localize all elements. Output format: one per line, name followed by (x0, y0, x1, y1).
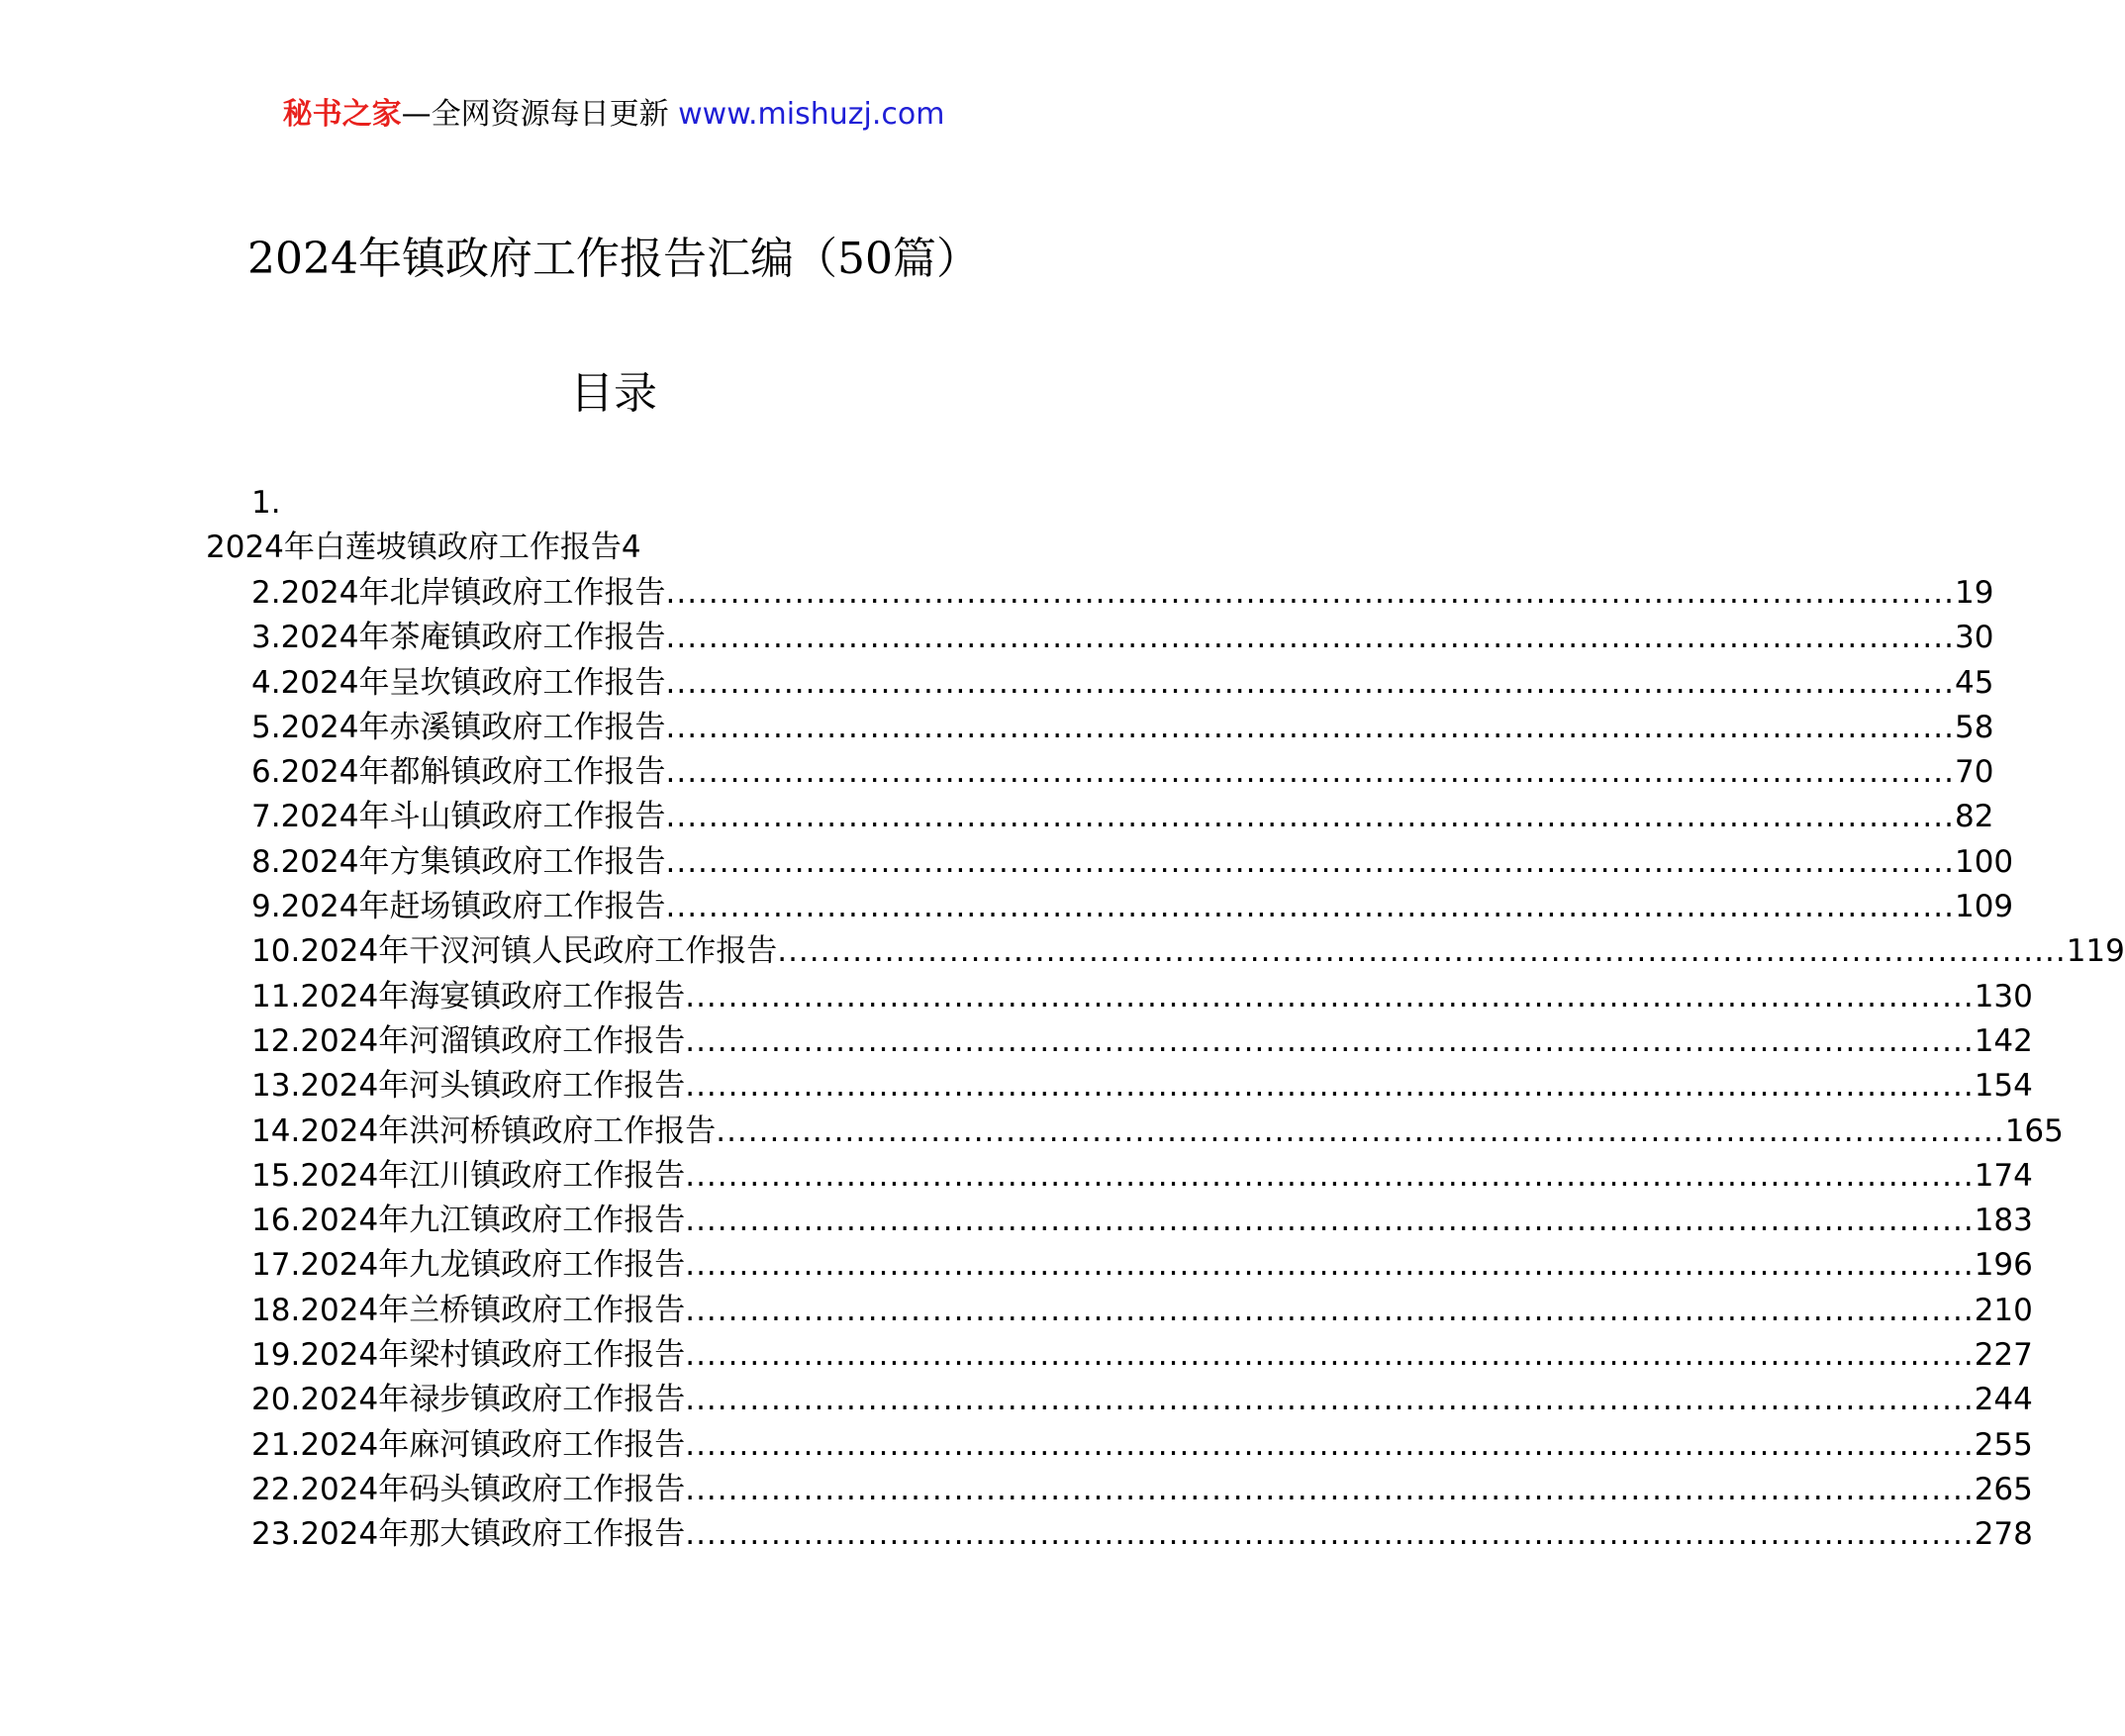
toc-entry-number: 20. (251, 1382, 301, 1418)
toc-dot-leader: ........................................................................................................................ (716, 1112, 2005, 1149)
document-title: 2024年镇政府工作报告汇编（50篇） (247, 234, 980, 284)
toc-dot-leader: ........................................................................................................................ (665, 754, 1955, 791)
toc-entry-title: 2024年茶庵镇政府工作报告 (280, 620, 666, 656)
toc-first-entry[interactable] (206, 528, 641, 567)
toc-entry-number: 5. (251, 709, 281, 745)
toc-entry[interactable] (251, 1468, 2033, 1512)
toc-entry[interactable] (251, 1019, 2033, 1064)
site-url-link[interactable]: www.mishuzj.com (678, 97, 945, 132)
toc-entry-page: 227 (1974, 1337, 2033, 1374)
toc-first-number: 1. (251, 485, 281, 521)
toc-entry-number: 17. (251, 1247, 301, 1284)
toc-entry-number: 16. (251, 1203, 301, 1239)
toc-entry-title: 2024年麻河镇政府工作报告 (300, 1426, 686, 1463)
toc-entry-number: 8. (251, 843, 281, 880)
toc-dot-leader: ........................................................................................................................ (665, 664, 1955, 701)
toc-entry-page: 244 (1974, 1382, 2033, 1418)
toc-entry-title: 2024年洪河桥镇政府工作报告 (300, 1112, 717, 1149)
toc-dot-leader: ........................................................................................................................ (685, 1471, 1975, 1507)
toc-dot-leader: ........................................................................................................................ (665, 709, 1955, 745)
toc-entry[interactable] (251, 571, 1994, 616)
toc-entry[interactable] (251, 975, 2033, 1019)
toc-entry-title: 2024年禄步镇政府工作报告 (300, 1382, 686, 1418)
toc-entry-page: 255 (1974, 1426, 2033, 1463)
toc-entry-page: 19 (1954, 575, 1994, 611)
toc-entry-page: 154 (1974, 1068, 2033, 1105)
toc-entry-title: 2024年干汊河镇人民政府工作报告 (300, 933, 778, 970)
toc-entry-title: 2024年海宴镇政府工作报告 (300, 978, 686, 1014)
table-of-contents (251, 571, 2125, 1558)
toc-entry[interactable] (251, 1109, 2064, 1154)
toc-entry-number: 11. (251, 978, 301, 1014)
toc-entry-title: 2024年呈坎镇政府工作报告 (280, 664, 666, 701)
toc-entry-number: 23. (251, 1516, 301, 1553)
toc-entry-number: 6. (251, 754, 281, 791)
toc-entry-title: 2024年赤溪镇政府工作报告 (280, 709, 666, 745)
toc-entry-page: 196 (1974, 1247, 2033, 1284)
toc-entry[interactable] (251, 661, 1994, 706)
site-slogan: —全网资源每日更新 (401, 97, 669, 132)
toc-entry-page: 210 (1974, 1292, 2033, 1328)
toc-entry-number: 22. (251, 1471, 301, 1507)
toc-entry-number: 12. (251, 1022, 301, 1059)
toc-entry[interactable] (251, 840, 2014, 885)
toc-entry-number: 21. (251, 1426, 301, 1463)
site-header (0, 95, 1227, 135)
toc-entry-page: 30 (1954, 620, 1994, 656)
toc-entry-page: 119 (2066, 933, 2125, 970)
toc-entry[interactable] (251, 1423, 2033, 1468)
toc-entry-title: 2024年那大镇政府工作报告 (300, 1516, 686, 1553)
toc-entry-number: 18. (251, 1292, 301, 1328)
toc-entry-number: 19. (251, 1337, 301, 1374)
toc-entry-number: 9. (251, 889, 281, 925)
toc-dot-leader: ........................................................................................................................ (685, 1022, 1975, 1059)
toc-entry-number: 14. (251, 1112, 301, 1149)
toc-entry-page: 278 (1974, 1516, 2033, 1553)
toc-dot-leader: ........................................................................................................................ (665, 843, 1955, 880)
toc-entry[interactable] (251, 1512, 2033, 1557)
toc-entry-number: 10. (251, 933, 301, 970)
toc-entry-page: 100 (1954, 843, 2014, 880)
toc-dot-leader: ........................................................................................................................ (685, 1337, 1975, 1374)
toc-dot-leader: ........................................................................................................................ (685, 1426, 1975, 1463)
toc-entry-number: 3. (251, 620, 281, 656)
toc-entry[interactable] (251, 885, 2014, 929)
toc-entry-page: 165 (2004, 1112, 2064, 1149)
toc-entry-page: 82 (1954, 799, 1994, 835)
brand-name: 秘书之家 (282, 97, 402, 132)
toc-entry[interactable] (251, 750, 1994, 795)
toc-dot-leader: ........................................................................................................................ (685, 1292, 1975, 1328)
toc-entry-page: 70 (1954, 754, 1994, 791)
toc-entry-page: 183 (1974, 1203, 2033, 1239)
toc-entry[interactable] (251, 1064, 2033, 1109)
toc-entry-page: 109 (1954, 889, 2014, 925)
toc-first-title: 2024年白莲坡镇政府工作报告 (206, 530, 622, 565)
toc-entry-page: 130 (1974, 978, 2033, 1014)
toc-entry[interactable] (251, 929, 2125, 974)
toc-dot-leader: ........................................................................................................................ (685, 978, 1975, 1014)
toc-dot-leader: ........................................................................................................................ (685, 1203, 1975, 1239)
toc-entry[interactable] (251, 1333, 2033, 1378)
toc-entry-title: 2024年码头镇政府工作报告 (300, 1471, 686, 1507)
toc-first-page: 4 (621, 530, 641, 565)
toc-entry-title: 2024年九江镇政府工作报告 (300, 1203, 686, 1239)
toc-entry[interactable] (251, 706, 1994, 750)
toc-entry-number: 7. (251, 799, 281, 835)
toc-dot-leader: ........................................................................................................................ (665, 889, 1955, 925)
toc-dot-leader: ........................................................................................................................ (665, 620, 1955, 656)
toc-dot-leader: ........................................................................................................................ (777, 933, 2067, 970)
toc-entry-title: 2024年北岸镇政府工作报告 (280, 575, 666, 611)
toc-entry[interactable] (251, 1243, 2033, 1288)
toc-entry[interactable] (251, 1199, 2033, 1243)
toc-entry-title: 2024年九龙镇政府工作报告 (300, 1247, 686, 1284)
toc-entry-page: 265 (1974, 1471, 2033, 1507)
toc-entry-title: 2024年都斛镇政府工作报告 (280, 754, 666, 791)
toc-entry[interactable] (251, 1154, 2033, 1199)
toc-entry-title: 2024年兰桥镇政府工作报告 (300, 1292, 686, 1328)
toc-entry-title: 2024年河溜镇政府工作报告 (300, 1022, 686, 1059)
toc-entry-number: 4. (251, 664, 281, 701)
toc-entry-title: 2024年斗山镇政府工作报告 (280, 799, 666, 835)
toc-entry[interactable] (251, 1378, 2033, 1422)
toc-dot-leader: ........................................................................................................................ (685, 1382, 1975, 1418)
toc-entry-number: 13. (251, 1068, 301, 1105)
toc-entry[interactable] (251, 795, 1994, 839)
toc-dot-leader: ........................................................................................................................ (685, 1516, 1975, 1553)
toc-heading: 目录 (570, 368, 657, 419)
toc-entry-title: 2024年赶场镇政府工作报告 (280, 889, 666, 925)
toc-entry-title: 2024年河头镇政府工作报告 (300, 1068, 686, 1105)
toc-entry-page: 174 (1974, 1157, 2033, 1194)
toc-entry-title: 2024年江川镇政府工作报告 (300, 1157, 686, 1194)
toc-entry-number: 15. (251, 1157, 301, 1194)
toc-dot-leader: ........................................................................................................................ (685, 1157, 1975, 1194)
toc-entry-page: 58 (1954, 709, 1994, 745)
toc-entry-number: 2. (251, 575, 281, 611)
toc-entry-title: 2024年梁村镇政府工作报告 (300, 1337, 686, 1374)
toc-dot-leader: ........................................................................................................................ (685, 1247, 1975, 1284)
toc-dot-leader: ........................................................................................................................ (665, 799, 1955, 835)
toc-entry[interactable] (251, 616, 1994, 660)
toc-entry-title: 2024年方集镇政府工作报告 (280, 843, 666, 880)
toc-entry-page: 45 (1954, 664, 1994, 701)
toc-dot-leader: ........................................................................................................................ (665, 575, 1955, 611)
toc-dot-leader: ........................................................................................................................ (685, 1068, 1975, 1105)
toc-entry-page: 142 (1974, 1022, 2033, 1059)
toc-entry[interactable] (251, 1289, 2033, 1333)
